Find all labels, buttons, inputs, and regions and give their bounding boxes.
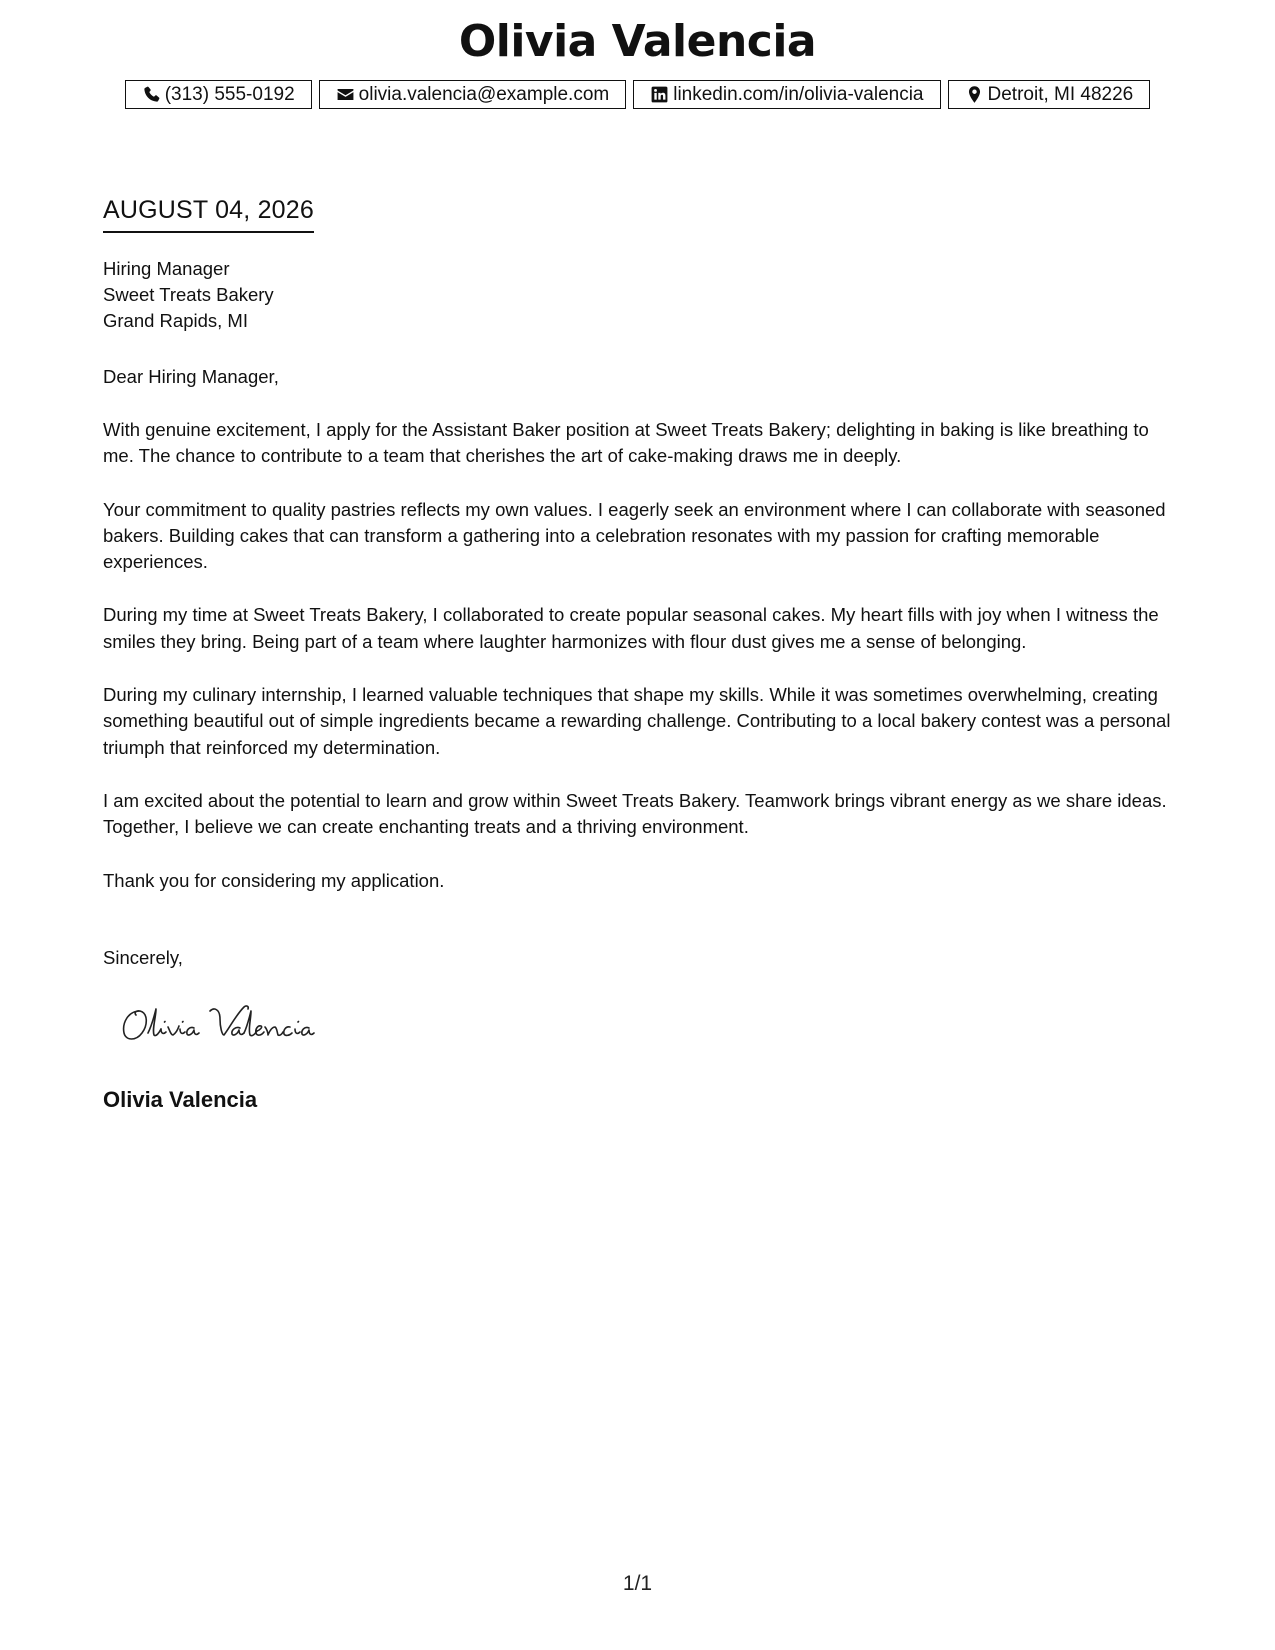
applicant-name: Olivia Valencia bbox=[458, 16, 817, 67]
contact-phone-text: (313) 555-0192 bbox=[164, 83, 295, 105]
contact-location-text: Detroit, MI 48226 bbox=[987, 83, 1134, 105]
letter-date: AUGUST 04, 2026 bbox=[103, 196, 314, 233]
contact-phone bbox=[125, 80, 312, 109]
envelope-icon bbox=[336, 85, 355, 104]
signed-name: Olivia Valencia bbox=[103, 1087, 258, 1112]
signature-text: Olivia Valencia bbox=[118, 997, 125, 998]
body-paragraph: Your commitment to quality pastries reflects my own values. I eagerly seek an environment where I can collaborate with seasoned bakers. Building cakes that can transform a gathering into a celebration resonates with my passion for crafting memorable experiences. bbox=[103, 498, 1166, 573]
body-paragraph: During my time at Sweet Treats Bakery, I collaborated to create popular seasonal cakes. My heart fills with joy when I witness the smiles they bring. Being part of a team where laughter harmonizes with flour dust gives me a sense of belonging. bbox=[103, 604, 1159, 652]
page-number: 1/1 bbox=[622, 1572, 653, 1595]
contact-linkedin bbox=[633, 80, 940, 109]
linkedin-icon bbox=[650, 85, 669, 104]
contact-location bbox=[948, 80, 1151, 109]
body-paragraph: Thank you for considering my application. bbox=[103, 869, 445, 891]
phone-icon bbox=[142, 85, 161, 104]
map-pin-icon bbox=[965, 85, 984, 104]
salutation: Dear Hiring Manager, bbox=[103, 366, 279, 387]
recipient-location: Grand Rapids, MI bbox=[103, 310, 248, 331]
contact-email bbox=[319, 80, 627, 109]
body-paragraph: With genuine excitement, I apply for the Assistant Baker position at Sweet Treats Bakery; delighting in baking is like breathing to me. The chance to contribute to a team that cherishes the art of cake-making draws me in deeply. bbox=[103, 419, 1149, 467]
letter-body bbox=[103, 417, 1173, 921]
recipient-company: Sweet Treats Bakery bbox=[103, 284, 274, 305]
handwritten-signature bbox=[118, 997, 358, 1049]
body-paragraph: I am excited about the potential to learn and grow within Sweet Treats Bakery. Teamwork brings vibrant energy as we share ideas. Together, I believe we can create enchanting treats and a thriving environment. bbox=[103, 789, 1167, 838]
recipient-block bbox=[103, 256, 274, 334]
recipient-title: Hiring Manager bbox=[103, 258, 230, 279]
closing: Sincerely, bbox=[103, 947, 183, 968]
contact-linkedin-text: linkedin.com/in/olivia-valencia bbox=[673, 83, 924, 105]
contact-bar bbox=[0, 80, 1275, 109]
contact-email-text: olivia.valencia@example.com bbox=[358, 83, 610, 105]
body-paragraph: During my culinary internship, I learned valuable techniques that shape my skills. While it was sometimes overwhelming, creating something beautiful out of simple ingredients became a rewarding challenge. Contributing to a local bakery contest was a personal triumph that reinforced my determination. bbox=[103, 684, 1171, 758]
